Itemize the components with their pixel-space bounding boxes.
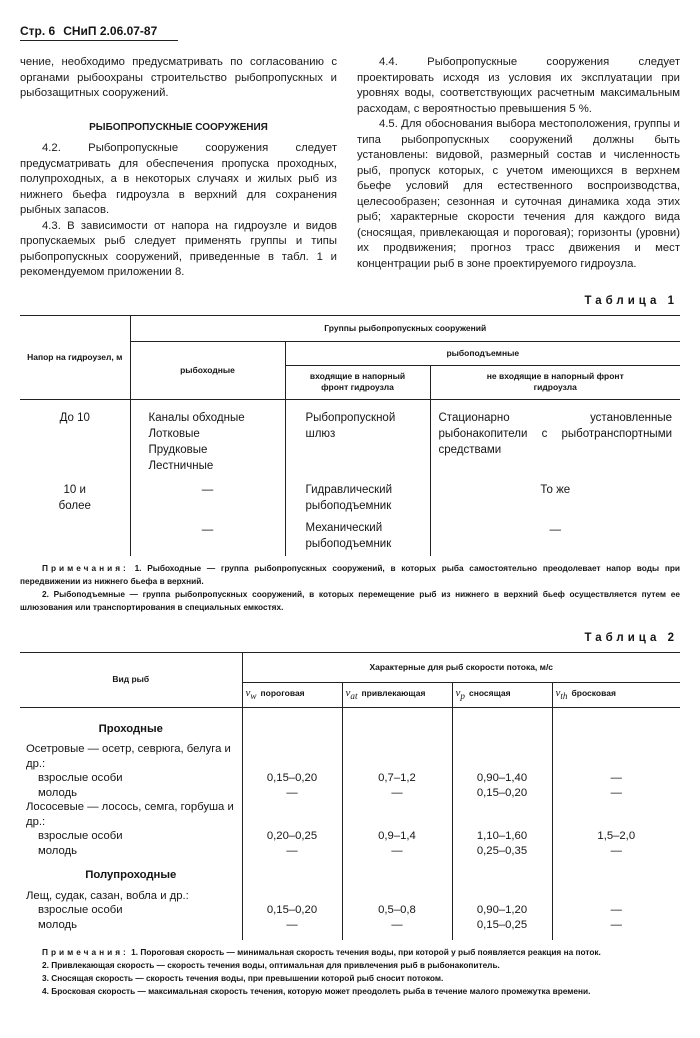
th-attracting [342,682,452,707]
fishway-type: Лотковые [148,427,200,440]
document-code: СНиП 2.06.07-87 [63,24,158,38]
note: 4. Бросковая скорость — максимальная скорость течения, которую может преодолеть рыба в течение малого промежутка времени. [42,986,591,997]
column-label: пороговая [260,687,305,698]
notes-label: Примечания: [42,947,129,958]
cell: 0,20–0,25 [242,829,342,844]
column-label: сносящая [468,687,511,698]
stage: молодь [38,786,78,799]
cell-out-front: То же [430,478,680,518]
paragraph-4-3: 4.3. В зависимости от напора на гидроузле и видов пропускаемых рыб следует применять группы и типы рыбопропускных сооружений, приведенные в табл. 1 и рекомендуемом приложении 8. [20,219,337,278]
cell: — [552,903,680,918]
cell-out-front: Стационарно установленные рыбонакопители с рыботранспортными средствами [430,399,680,478]
note: 3. Сносящая скорость — скорость течения воды, при превышении которой рыб сносит потоком. [42,973,444,984]
section-title: РЫБОПРОПУСКНЫЕ СООРУЖЕНИЯ [89,121,268,133]
cell: 1,5–2,0 [552,829,680,844]
cell-fishways: — [130,518,285,556]
table-row [20,786,680,801]
fishway-type: Каналы обходные [148,411,245,424]
page-header [20,24,178,41]
cell: 0,15–0,20 [452,786,552,801]
th-burst [552,682,680,707]
th-in-front: входящие в напорный фронт гидроузла [285,365,430,399]
left-column [20,55,337,281]
cell: 0,9–1,4 [342,829,452,844]
paragraph-4-5: 4.5. Для обоснования выбора местоположения, группы и типа рыбопропускных сооружений должны быть установлены: видовой, размерный состав и численность рыб, пропуск которых, с учетом имеющихся в верхнем бьефе условий для естественного воспроизводства, целесообразен; сезонная и суточная динамика хода этих рыб; характерные скорости течения для каждого вида (сносящая, привлекающая и пороговая); горизонты (уровни) их продвижения; прогноз трасс движения и мест концентрации рыб в зоне проектируемого гидроузла. [357,118,680,270]
cell: 0,90–1,20 [452,903,552,918]
cell-in-front: Механический рыбоподъемник [285,518,430,556]
cell-in-front: Рыбопропускной шлюз [285,399,430,478]
cell: — [552,844,680,859]
text-columns [20,55,680,281]
cell-fishways: — [130,478,285,518]
group-heading: Полупроходные [85,869,177,882]
species-name: Лещ, судак, сазан, вобла и др.: [26,889,189,902]
table2-title: Таблица 2 [584,631,678,644]
fishway-type: Прудковые [148,443,208,456]
cell-fishways [130,399,285,478]
cell-head [20,518,130,556]
cell: 0,5–0,8 [342,903,452,918]
cell: — [552,786,680,801]
table2-notes [20,946,680,998]
table1-notes [20,562,680,614]
cell: — [242,918,342,941]
table-row [20,903,680,918]
right-column [357,55,680,272]
stage: взрослые особи [38,904,123,917]
table-row [20,829,680,844]
fishway-type: Лестничные [148,459,214,472]
table-row [20,399,680,478]
table-1 [20,315,680,556]
table1-title: Таблица 1 [584,294,678,307]
th-out-front: не входящие в напорный фронт гидроузла [430,365,680,399]
column-label: привлекающая [361,687,426,698]
note: 2. Рыбоподъемные — группа рыбопропускных сооружений, в которых перемещение рыб из нижнего в верхний бьеф осуществляется путем ее шлюзования или транспортирования в специальных емкостях. [20,588,680,612]
species-name: Осетровые — осетр, севрюга, белуга и др.: [26,743,231,770]
table-row [20,771,680,786]
cell: 0,15–0,20 [242,771,342,786]
th-threshold [242,682,342,707]
velocity-symbol: $v_p$ [455,686,465,701]
notes-label: Примечания: [42,562,129,573]
note: 1. Рыбоходные — группа рыбопропускных сооружений, в которых рыба самостоятельно преодолевает напор воды при передвижении из нижнего бьефа в верхний. [20,562,680,586]
stage: взрослые особи [38,772,123,785]
page-number: Стр. 6 [20,24,56,38]
cell: 0,7–1,2 [342,771,452,786]
cell: — [342,786,452,801]
cell: 0,90–1,40 [452,771,552,786]
paragraph-4-2: 4.2. Рыбопропускные сооружения следует предусматривать для обеспечения пропуска проходных, полупроходных, а в некоторых случаях и жилых рыб из нижнего бьефа гидроузла в верхний для сохранения рыбных запасов. [20,142,337,216]
cell-head: До 10 [59,411,90,424]
paragraph-4-4: 4.4. Рыбопропускные сооружения следует проектировать исходя из условия их эксплуатации при уровнях воды, соответствующих расчетным максимальным расходам, с вероятностью превышения 5 %. [357,56,680,115]
species-name: Лососевые — лосось, семга, горбуша и др.: [26,801,234,828]
note: 2. Привлекающая скорость — скорость течения воды, оптимальная для привлечения рыб в рыбонакопитель. [42,960,500,971]
group-heading: Проходные [98,722,163,735]
th-head: Напор на гидроузел, м [20,315,130,399]
cell: — [242,844,342,859]
stage: молодь [38,918,78,931]
cell: — [552,771,680,786]
th-species: Вид рыб [20,652,242,707]
stage: молодь [38,844,78,857]
cell: 0,25–0,35 [452,844,552,859]
table-row [20,918,680,941]
stage: взрослые особи [38,830,123,843]
th-speeds: Характерные для рыб скорости потока, м/с [242,652,680,682]
cell: — [552,918,680,941]
cell: — [342,844,452,859]
cell: 0,15–0,20 [242,903,342,918]
cell: 0,15–0,25 [452,918,552,941]
cell-out-front: — [430,518,680,556]
table-row [20,518,680,556]
velocity-symbol: $v_w$ [245,686,257,701]
cell: — [242,786,342,801]
intro-paragraph: чение, необходимо предусматривать по согласованию с органами рыбоохраны строительство рыбопропускных и рыбозащитных сооружений. [20,56,337,99]
table-row [20,478,680,518]
th-washout [452,682,552,707]
cell-in-front: Гидравлический рыбоподъемник [285,478,430,518]
note: 1. Пороговая скорость — минимальная скорость течения воды, при которой у рыб появляется реакция на поток. [131,947,601,958]
cell: — [342,918,452,941]
cell: 1,10–1,60 [452,829,552,844]
column-label: бросковая [571,687,616,698]
table-row [20,844,680,859]
th-groups: Группы рыбопропускных сооружений [130,315,680,341]
velocity-symbol: $v_{th}$ [555,686,568,701]
th-lifts: рыбоподъемные [285,341,680,365]
velocity-symbol: $v_{at}$ [345,686,358,701]
table-2 [20,652,680,941]
cell-head: 10 и более [58,483,91,512]
th-fishways: рыбоходные [130,341,285,399]
